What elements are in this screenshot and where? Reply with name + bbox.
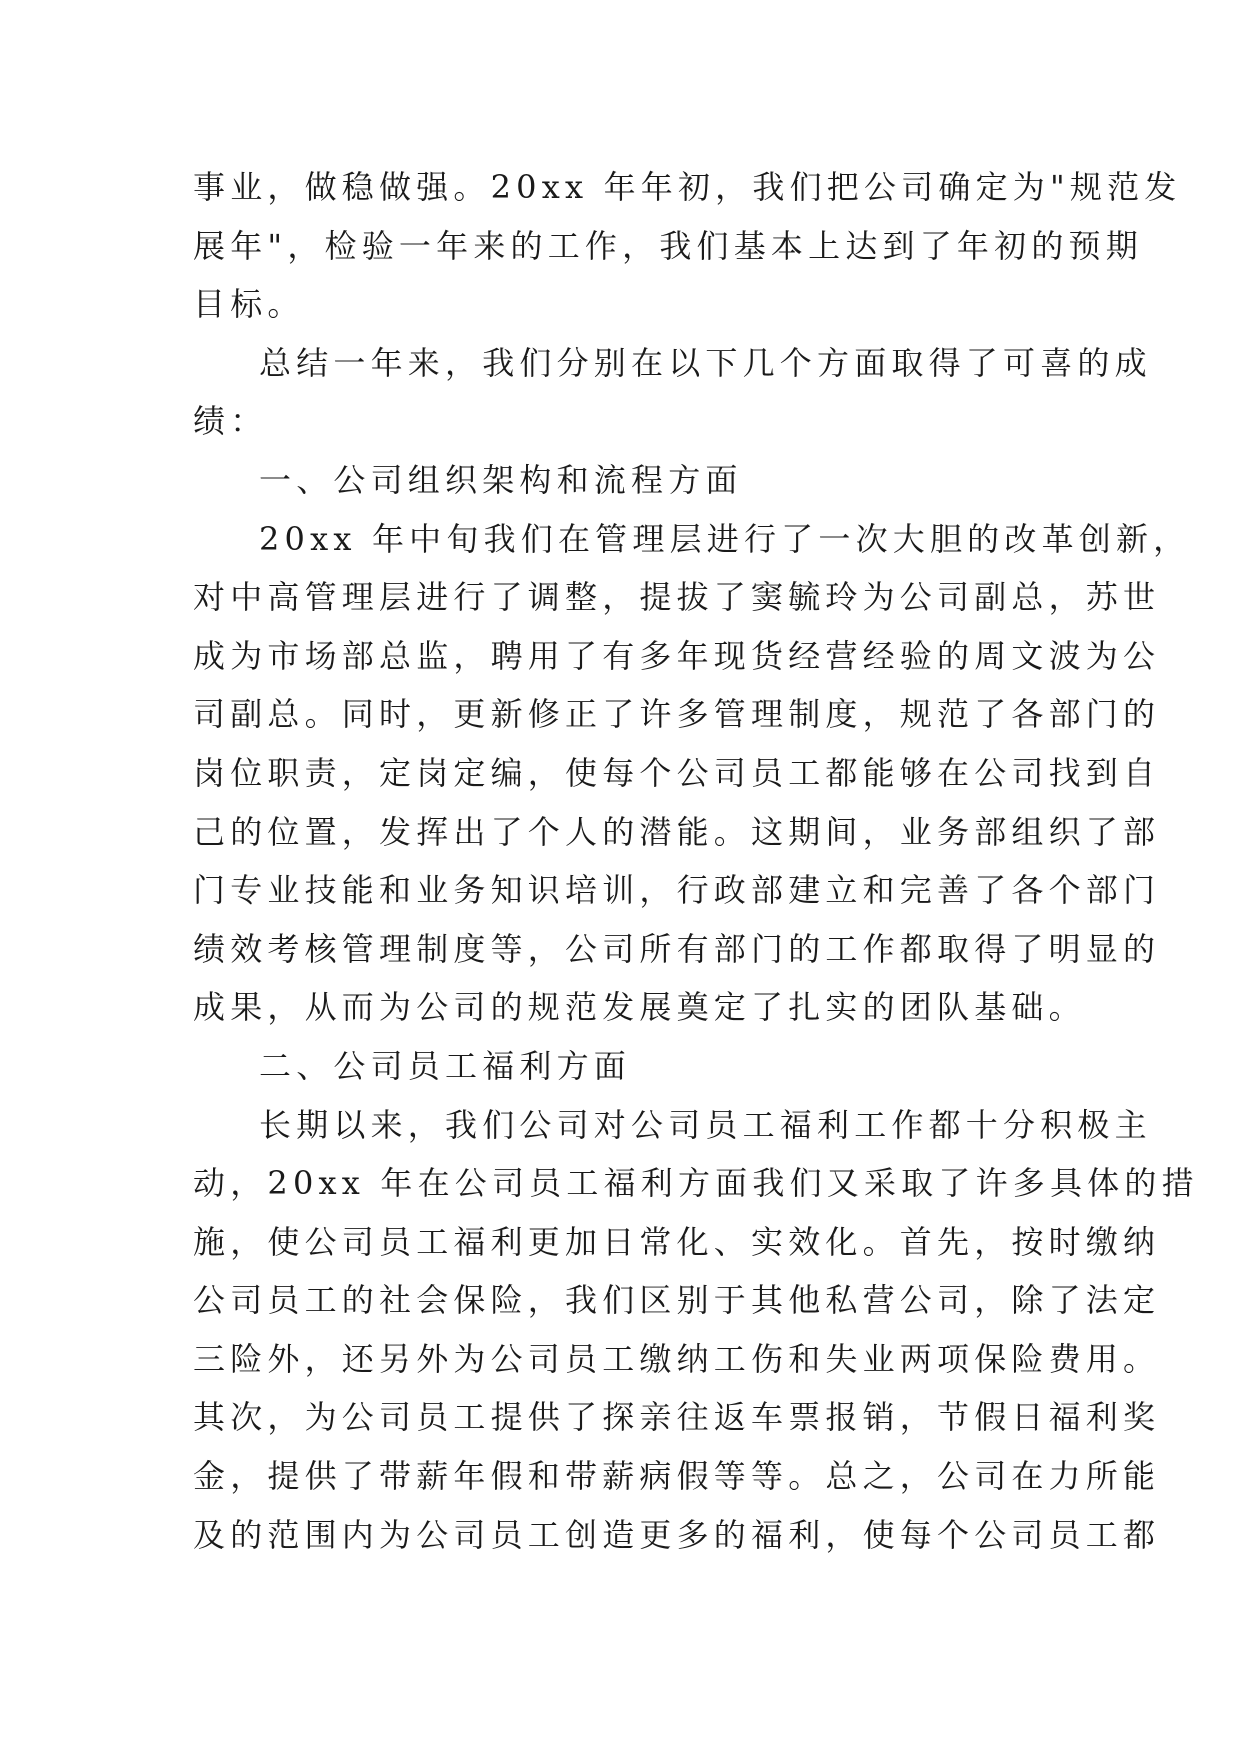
- text-line: 门专业技能和业务知识培训，行政部建立和完善了各个部门: [193, 871, 1161, 910]
- text-line: 公司员工的社会保险，我们区别于其他私营公司，除了法定: [193, 1281, 1161, 1320]
- text-line: 对中高管理层进行了调整，提拔了窦毓玲为公司副总，苏世: [193, 578, 1161, 617]
- text-line: 施，使公司员工福利更加日常化、实效化。首先，按时缴纳: [193, 1222, 1161, 1261]
- text-line: 岗位职责，定岗定编，使每个公司员工都能够在公司找到自: [193, 753, 1161, 792]
- text-line: 其次，为公司员工提供了探亲往返车票报销，节假日福利奖: [193, 1398, 1161, 1437]
- section-heading: 二、公司员工福利方面: [259, 1046, 632, 1085]
- text-line: 动，20xx 年在公司员工福利方面我们又采取了许多具体的措: [193, 1164, 1199, 1203]
- text-line: 事业，做稳做强。20xx 年年初，我们把公司确定为"规范发: [193, 168, 1182, 206]
- section-heading: 一、公司组织架构和流程方面: [259, 460, 743, 499]
- paragraph-first-line: 20xx 年中旬我们在管理层进行了一次大胆的改革创新，: [259, 519, 1191, 558]
- text-line: 展年"，检验一年来的工作，我们基本上达到了年初的预期: [193, 226, 1143, 265]
- text-line: 己的位置，发挥出了个人的潜能。这期间，业务部组织了部: [193, 812, 1161, 851]
- paragraph-first-line: 总结一年来，我们分别在以下几个方面取得了可喜的成: [259, 343, 1152, 382]
- text-line: 及的范围内为公司员工创造更多的福利，使每个公司员工都: [193, 1515, 1161, 1554]
- text-line: 成果，从而为公司的规范发展奠定了扎实的团队基础。: [193, 988, 1086, 1027]
- text-line: 司副总。同时，更新修正了许多管理制度，规范了各部门的: [193, 695, 1161, 734]
- text-line: 绩效考核管理制度等，公司所有部门的工作都取得了明显的: [193, 929, 1161, 968]
- paragraph-first-line: 长期以来，我们公司对公司员工福利工作都十分积极主: [259, 1105, 1152, 1144]
- text-line: 绩：: [193, 402, 268, 441]
- text-line: 目标。: [193, 285, 305, 324]
- text-line: 成为市场部总监，聘用了有多年现货经营经验的周文波为公: [193, 636, 1161, 675]
- text-line: 金，提供了带薪年假和带薪病假等等。总之，公司在力所能: [193, 1457, 1161, 1496]
- document-body: [193, 158, 1199, 1564]
- text-line: 三险外，还另外为公司员工缴纳工伤和失业两项保险费用。: [193, 1339, 1161, 1378]
